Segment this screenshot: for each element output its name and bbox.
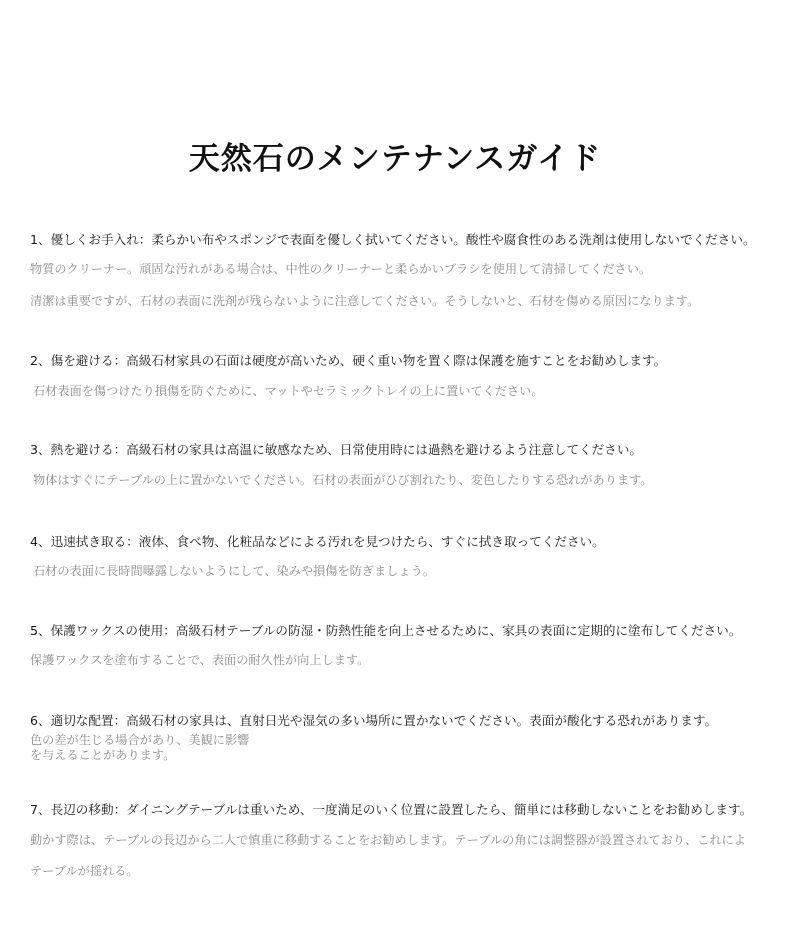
item-6-detail-2: を与えることがあります。	[30, 748, 176, 762]
item-5-detail-1: 保護ワックスを塗布することで、表面の耐久性が向上します。	[30, 653, 370, 667]
item-2-heading: 2、傷を避ける：高級石材家具の石面は硬度が高いため、硬く重い物を置く際は保護を施すことをお勧めします。	[30, 353, 667, 368]
item-3-heading: 3、熱を避ける：高級石材の家具は高温に敏感なため、日常使用時には過熱を避けるよう注意してください。	[30, 442, 643, 457]
page-title: 天然石のメンテナンスガイド	[188, 141, 602, 177]
item-7-detail-2: テーブルが揺れる。	[30, 864, 139, 878]
item-4-heading: 4、迅速拭き取る：液体、食べ物、化粧品などによる汚れを見つけたら、すぐに拭き取ってください。	[30, 534, 605, 549]
item-2-detail-1: 石材表面を傷つけたり損傷を防ぐために、マットやセラミックトレイの上に置いてください。	[33, 384, 544, 398]
item-6-detail-1: 色の差が生じる場合があり、美観に影響	[30, 733, 250, 747]
item-4-detail-1: 石材の表面に長時間曝露しないようにして、染みや損傷を防ぎましょう。	[33, 564, 435, 578]
item-7-detail-1: 動かす際は、テーブルの長辺から二人で慎重に移動することをお勧めします。テーブルの角には調整器が設置されており、これによ	[30, 833, 746, 847]
item-1-detail-2: 清潔は重要ですが、石材の表面に洗剤が残らないように注意してください。そうしないと、石材を傷める原因になります。	[30, 294, 700, 308]
item-6-heading: 6、適切な配置：高級石材の家具は、直射日光や湿気の多い場所に置かないでください。表面が酸化する恐れがあります。	[30, 713, 718, 728]
item-7-heading: 7、長辺の移動：ダイニングテーブルは重いため、一度満足のいく位置に設置したら、簡単には移動しないことをお勧めします。	[30, 802, 753, 817]
item-1-heading: 1、優しくお手入れ：柔らかい布やスポンジで表面を優しく拭いてください。酸性や腐食性のある洗剤は使用しないでください。	[30, 232, 756, 247]
item-1-detail-1: 物質のクリーナー。頑固な汚れがある場合は、中性のクリーナーと柔らかいブラシを使用して清掃してください。	[30, 262, 652, 276]
item-3-detail-1: 物体はすぐにテーブルの上に置かないでください。石材の表面がひび割れたり、変色したりする恐れがあります。	[33, 473, 653, 487]
item-5-heading: 5、保護ワックスの使用：高級石材テーブルの防湿・防熱性能を向上させるために、家具の表面に定期的に塗布してください。	[30, 623, 742, 638]
